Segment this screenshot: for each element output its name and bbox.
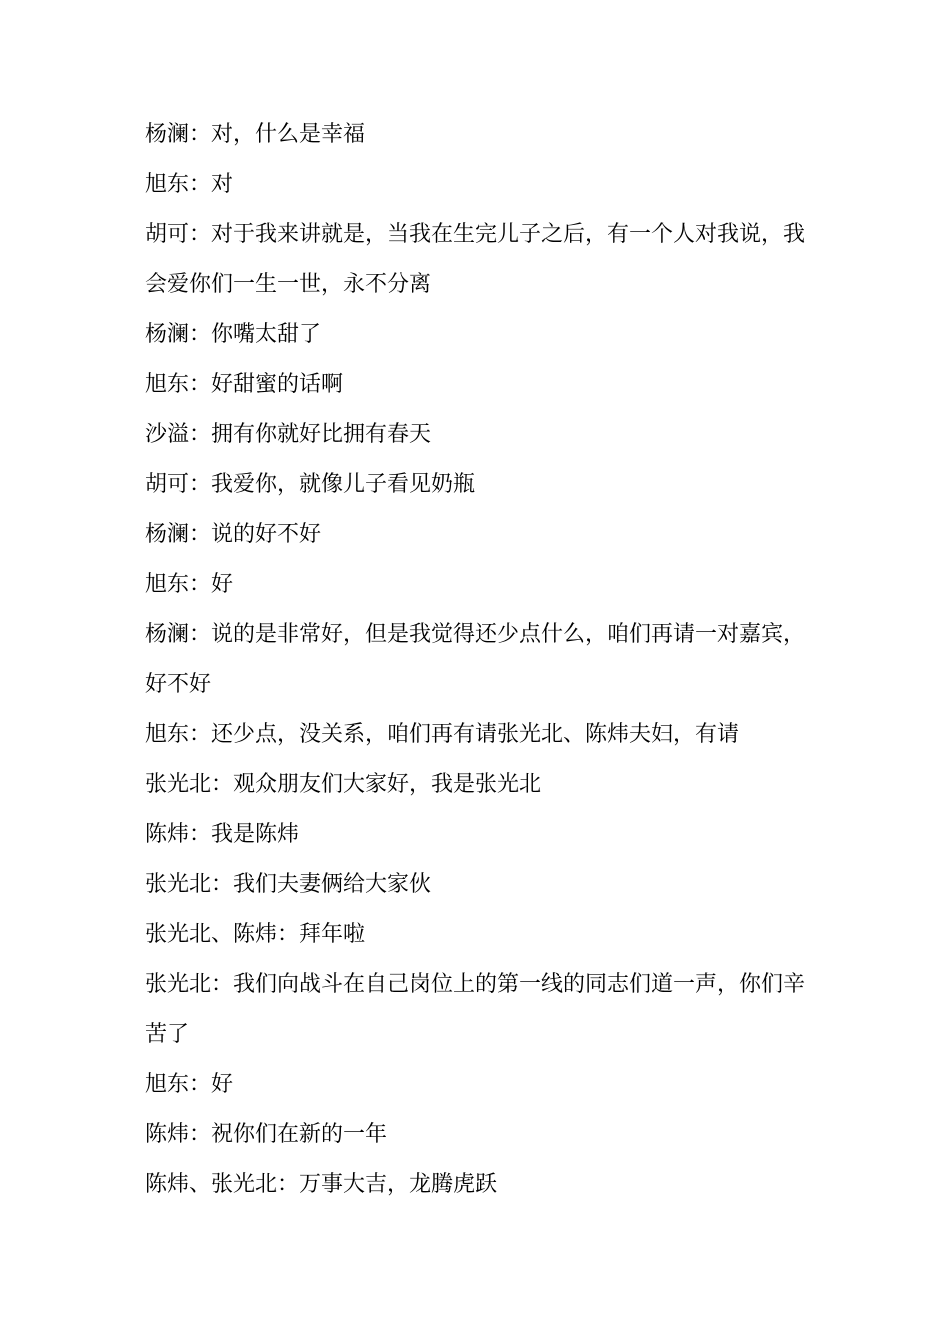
- transcript-line: 旭东：好: [145, 572, 234, 597]
- transcript-line: 杨澜：说的好不好: [145, 522, 322, 547]
- transcript-line: 陈炜：祝你们在新的一年: [145, 1122, 388, 1147]
- transcript-line: 张光北：我们夫妻俩给大家伙: [145, 872, 432, 897]
- transcript-line: 会爱你们一生一世，永不分离: [145, 272, 432, 297]
- transcript-line: 胡可：我爱你，就像儿子看见奶瓶: [145, 472, 476, 497]
- transcript-line: 张光北：我们向战斗在自己岗位上的第一线的同志们道一声，你们辛: [145, 972, 806, 997]
- transcript-line: 沙溢：拥有你就好比拥有春天: [145, 422, 432, 447]
- transcript-line: 旭东：对: [145, 172, 234, 197]
- transcript-line: 旭东：还少点，没关系，咱们再有请张光北、陈炜夫妇，有请: [145, 722, 740, 747]
- transcript-line: 胡可：对于我来讲就是，当我在生完儿子之后，有一个人对我说，我: [145, 222, 806, 247]
- transcript-line: 旭东：好: [145, 1072, 234, 1097]
- transcript-line: 陈炜：我是陈炜: [145, 822, 300, 847]
- transcript-line: 张光北、陈炜：拜年啦: [145, 922, 366, 947]
- transcript-line: 张光北：观众朋友们大家好，我是张光北: [145, 772, 542, 797]
- transcript-line: 好不好: [145, 672, 212, 697]
- transcript-line: 苦了: [145, 1022, 190, 1047]
- transcript-line: 旭东：好甜蜜的话啊: [145, 372, 344, 397]
- dialogue-transcript: [145, 110, 815, 1210]
- transcript-line: 陈炜、张光北：万事大吉，龙腾虎跃: [145, 1172, 498, 1197]
- transcript-line: 杨澜：说的是非常好，但是我觉得还少点什么，咱们再请一对嘉宾，: [145, 622, 806, 647]
- transcript-line: 杨澜：你嘴太甜了: [145, 322, 322, 347]
- transcript-line: 杨澜：对，什么是幸福: [145, 122, 366, 147]
